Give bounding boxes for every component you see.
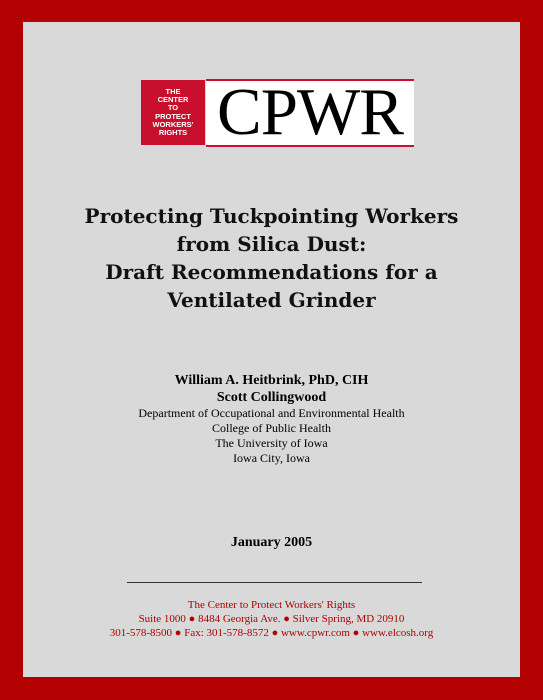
affiliation-line: College of Public Health <box>212 421 331 435</box>
logo-line: CENTER <box>157 95 189 105</box>
logo-line: RIGHTS <box>158 127 188 137</box>
document-title <box>23 202 520 314</box>
logo-line: TO <box>167 103 179 113</box>
title-line: from Silica Dust: <box>176 232 367 256</box>
logo-mark <box>141 80 205 145</box>
document-page <box>23 22 520 677</box>
logo-line: PROTECT <box>155 111 191 121</box>
logo-wordmark-box <box>206 75 414 149</box>
logo-line: THE <box>165 87 181 97</box>
footer-contact-line: 301-578-8500 ● Fax: 301-578-8572 ● www.cpwr.com ● www.elcosh.org <box>109 627 434 639</box>
affiliation-line: Department of Occupational and Environmental Health <box>138 406 405 420</box>
author-name: William A. Heitbrink, PhD, CIH <box>174 373 369 388</box>
logo-line: WORKERS' <box>152 119 194 129</box>
affiliation-line: The University of Iowa <box>215 436 328 450</box>
title-line: Ventilated Grinder <box>167 288 376 312</box>
logo-wordmark: CPWR <box>217 75 403 149</box>
author-name: Scott Collingwood <box>216 390 327 405</box>
title-line: Protecting Tuckpointing Workers <box>84 204 459 228</box>
footer-org: The Center to Protect Workers' Rights <box>187 599 356 611</box>
divider <box>127 582 422 583</box>
footer-address: Suite 1000 ● 8484 Georgia Ave. ● Silver Spring, MD 20910 <box>138 613 405 625</box>
publication-date: January 2005 <box>230 535 313 550</box>
author-block <box>23 372 520 466</box>
footer-contact <box>23 598 520 640</box>
title-line: Draft Recommendations for a <box>105 260 438 284</box>
affiliation-line: Iowa City, Iowa <box>233 451 310 465</box>
